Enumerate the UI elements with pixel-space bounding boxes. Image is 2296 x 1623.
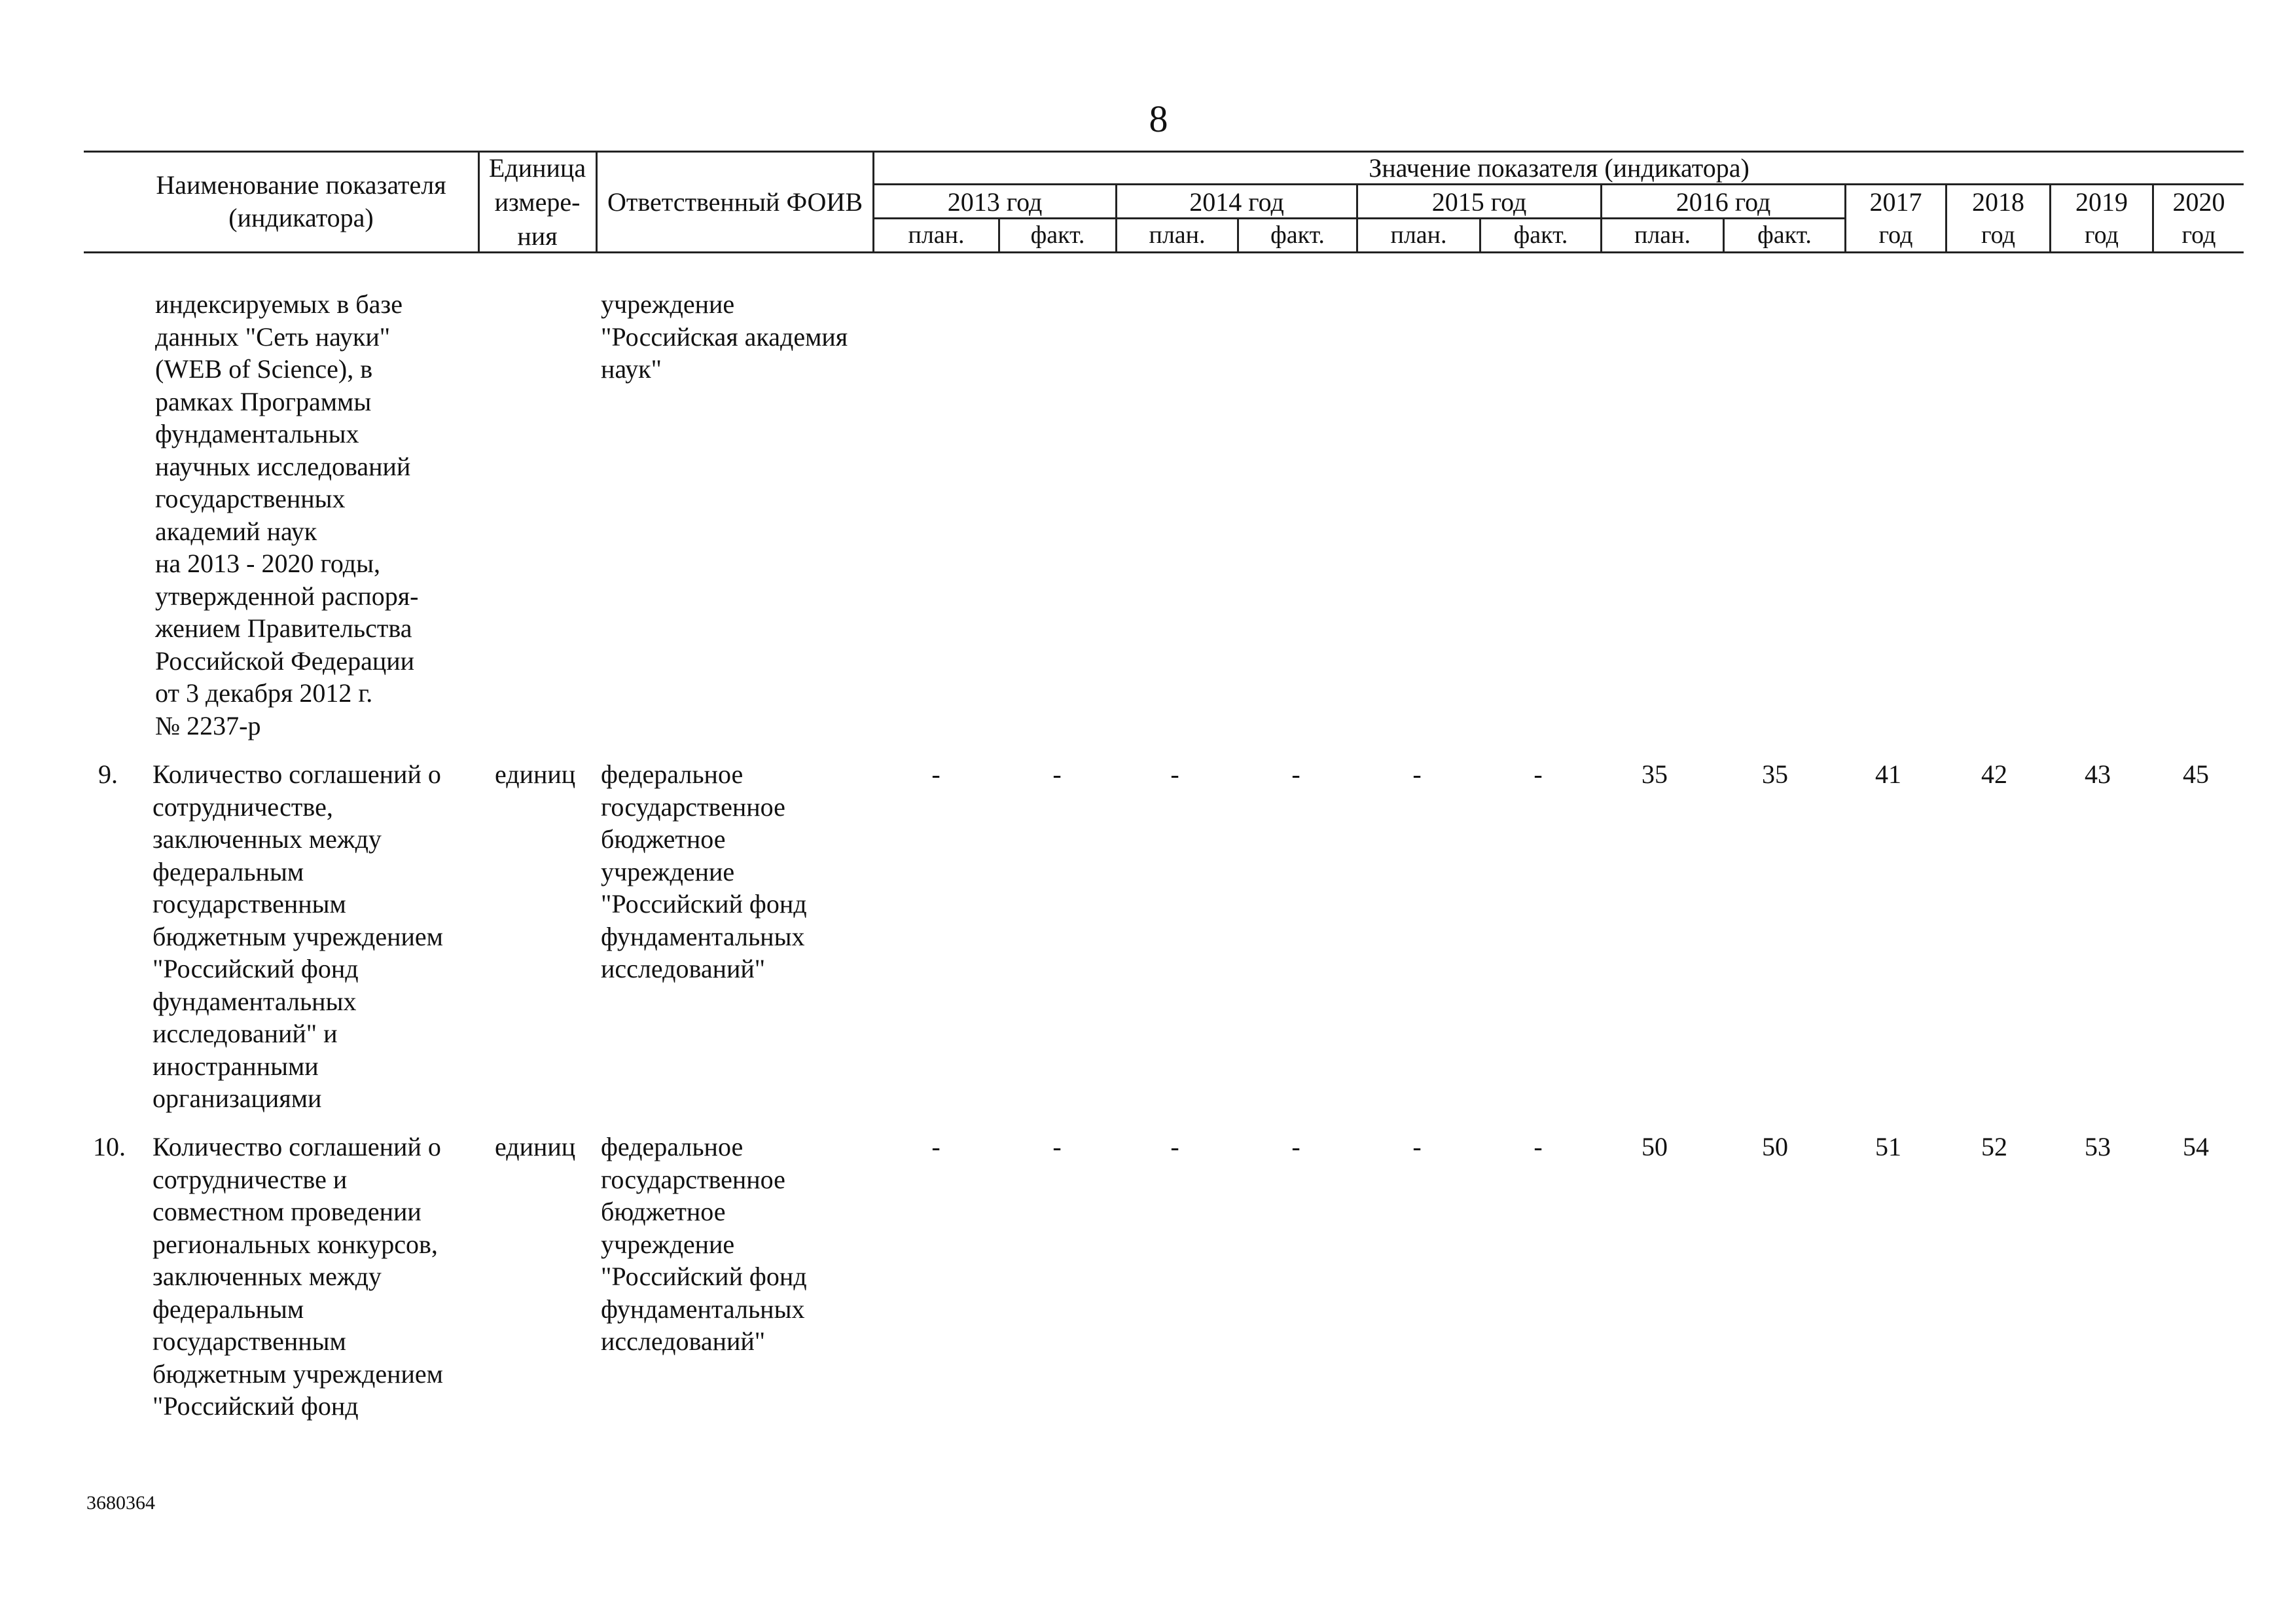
value-2016-fact: 35 xyxy=(1762,759,1788,789)
value-2014-fact: - xyxy=(1291,1132,1300,1161)
header-year-word: год xyxy=(2181,221,2216,249)
header-year: 2013 год xyxy=(947,187,1043,217)
document-code: 3680364 xyxy=(86,1492,155,1514)
value-2014-fact: - xyxy=(1291,759,1300,789)
value-2014-plan: - xyxy=(1170,1132,1179,1161)
indicator-name: индексируемых в базе данных "Сеть науки" (WEB of Science), в рамках Программы фундаментальных научных исследований государственных академий наук на 2013 - 2020 годы, утвержденной распоря- жением Правительства Российской Федерации от 3 декабря 2012 г. № 2237-р xyxy=(155,289,419,740)
value-2013-fact: - xyxy=(1052,759,1062,789)
unit-cell: единиц xyxy=(495,1132,576,1161)
header-fact: факт. xyxy=(1270,221,1325,249)
indicator-name: Количество соглашений о сотрудничестве, заключенных между федеральным государственным бюджетным учреждением "Российский фонд фундаментальных исследований" и иностранными организациями xyxy=(152,759,443,1113)
header-unit-line3: ния xyxy=(517,221,558,251)
header-year: 2019 xyxy=(2075,187,2128,217)
value-2019: 53 xyxy=(2085,1132,2111,1161)
header-year: 2016 год xyxy=(1676,187,1771,217)
header-responsible-foiv: Ответственный ФОИВ xyxy=(607,187,863,217)
value-2017: 41 xyxy=(1875,759,1901,789)
header-fact: факт. xyxy=(1513,221,1568,249)
value-2016-plan: 35 xyxy=(1641,759,1668,789)
value-2014-plan: - xyxy=(1170,759,1179,789)
indicator-name: Количество соглашений о сотрудничестве и совместном проведении региональных конкурсов, заключенных между федеральным государственным бюджетным учреждением "Российский фонд xyxy=(152,1132,443,1421)
header-year: 2017 xyxy=(1869,187,1922,217)
header-unit-line2: измере- xyxy=(494,187,581,217)
value-2018: 52 xyxy=(1981,1132,2007,1161)
value-2018: 42 xyxy=(1981,759,2007,789)
header-year: 2018 xyxy=(1972,187,2024,217)
header-fact: факт. xyxy=(1757,221,1812,249)
responsible-foiv: федеральное государственное бюджетное учреждение "Российский фонд фундаментальных исследований" xyxy=(601,1132,807,1356)
row-number: 10. xyxy=(93,1132,126,1161)
header-year: 2015 год xyxy=(1431,187,1527,217)
header-year-word: год xyxy=(2085,221,2119,249)
value-2015-plan: - xyxy=(1412,1132,1422,1161)
header-plan: план. xyxy=(908,221,965,249)
header-plan: план. xyxy=(1390,221,1447,249)
responsible-foiv: учреждение "Российская академия наук" xyxy=(601,289,848,384)
page-number: 8 xyxy=(1149,98,1168,140)
header-year-word: год xyxy=(1878,221,1913,249)
value-2020: 45 xyxy=(2183,759,2209,789)
header-indicator-name: Наименование показателя (индикатора) xyxy=(156,170,446,232)
value-2016-plan: 50 xyxy=(1641,1132,1668,1161)
value-2016-fact: 50 xyxy=(1762,1132,1788,1161)
header-plan: план. xyxy=(1149,221,1206,249)
header-plan: план. xyxy=(1634,221,1691,249)
header-indicator-value: Значение показателя (индикатора) xyxy=(1369,153,1749,183)
value-2017: 51 xyxy=(1875,1132,1901,1161)
header-year: 2014 год xyxy=(1189,187,1284,217)
header-year-word: год xyxy=(1981,221,2015,249)
value-2013-plan: - xyxy=(931,1132,941,1161)
value-2013-fact: - xyxy=(1052,1132,1062,1161)
value-2020: 54 xyxy=(2183,1132,2209,1161)
row-number: 9. xyxy=(98,759,118,789)
table-header-bottom-border xyxy=(84,251,2244,253)
unit-cell: единиц xyxy=(495,759,576,789)
value-2015-fact: - xyxy=(1534,759,1543,789)
value-2015-fact: - xyxy=(1534,1132,1543,1161)
responsible-foiv: федеральное государственное бюджетное учреждение "Российский фонд фундаментальных исследований" xyxy=(601,759,807,983)
value-2019: 43 xyxy=(2085,759,2111,789)
header-fact: факт. xyxy=(1030,221,1085,249)
value-2013-plan: - xyxy=(931,759,941,789)
header-unit-line1: Единица xyxy=(488,153,586,183)
value-2015-plan: - xyxy=(1412,759,1422,789)
header-year: 2020 xyxy=(2172,187,2225,217)
